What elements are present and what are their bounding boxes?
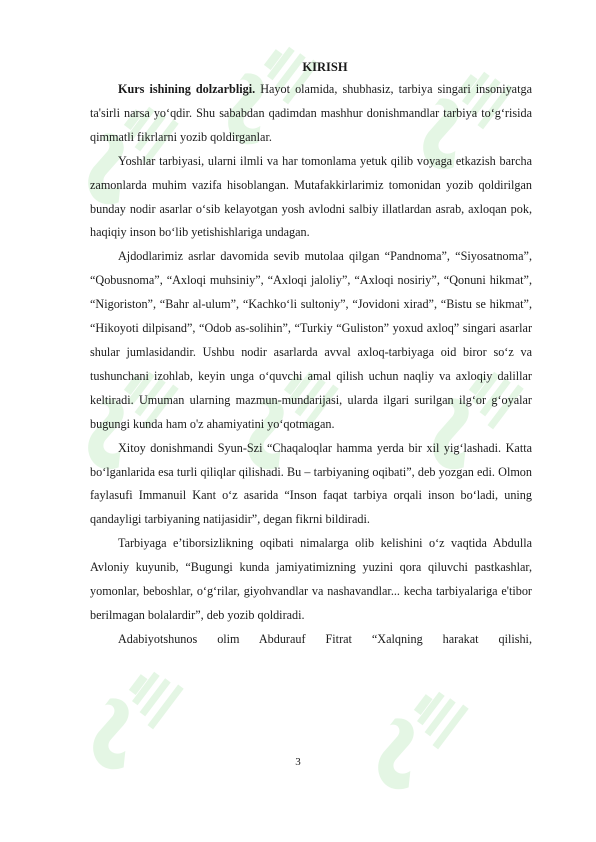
page-title: KIRISH [302, 60, 348, 74]
paragraph-3: Ajdodlarimiz asrlar davomida sevib mutolaa qilgan “Pandnoma”, “Siyosatnoma”, “Qobusnoma”, “Axloqi muhsiniy”, “Axloqi jaloliy”, “Axloqi nosiriy”, “Qonuni hikmat”, “Nigoriston”, “Bahr al-ulum”, “Kachko‘li sultoniy”, “Jovidoni xirad”, “Bistu se hikmat”, “Hikoyoti dilpisand”, “Odob as-solihin”, “Turkiy “Guliston” yoxud axloq” singari asarlar shular jumlasidandir. Ushbu nodir asarlarda avval axloq-tarbiyaga oid biror so‘z va tushunchani izohlab, keyin unga o‘quvchi amal qilish uchun naqliy va axloqiy dalillar keltiradi. Umuman ularning mazmun-mundarijasi, ularda ilgari surilgan ilg‘or g‘oyalar bugungi kunda ham o'z ahamiyatini yo‘qotmagan. [90, 249, 532, 431]
paragraph-4: Xitoy donishmandi Syun-Szi “Chaqaloqlar hamma yerda bir xil yig‘lashadi. Katta bo‘lganlarida esa turli qiliqlar qilishadi. Bu – tarbiyaning oqibati”, deb yozgan edi. Olmon faylasufi Immanuil Kant o‘z asarida “Inson faqat tarbiya orqali inson bo‘ladi, uning qandayligi tarbiyaning natijasidir”, degan fikrni bildiradi. [90, 440, 532, 527]
paragraph-6: Adabiyotshunos olim Abdurauf Fitrat “Xalqning harakat qilishi, [118, 631, 532, 646]
paragraph-2: Yoshlar tarbiyasi, ularni ilmli va har tomonlama yetuk qilib voyaga etkazish barcha zamonlarda muhim vazifa hisoblangan. Mutafakkirlarimiz tomonidan yozib qoldirilgan bunday nodir asarlar o‘sib kelayotgan yosh avlodni salbiy illatlardan asrab, axloqan pok, haqiqiy inson bo‘lib yetishishlariga undagan. [90, 153, 532, 240]
paragraph-lead: Kurs ishining dolzarbligi. [118, 82, 256, 96]
page-content [90, 56, 532, 652]
paragraph-1 [90, 78, 532, 150]
paragraph-text: Hayot olamida, shubhasiz, tarbiya singari insoniyatga ta'sirli narsa yo‘qdir. Shu sababdan qadimdan mashhur donishmandlar tarbiya to‘g‘risida qimmatli fikrlarni yozib qoldirganlar. [90, 82, 532, 144]
paragraph-5: Tarbiyaga e’tiborsizlikning oqibati nimalarga olib kelishini o‘z vaqtida Abdulla Avloniy kuyunib, “Bugungi kunda jamiyatimizning yuzini qora qiluvchi pastkashlar, yomonlar, beboshlar, o‘g‘rilar, giyohvandlar va nashavandlar... kecha tarbiyalariga e'tibor berilmagan bolalardir”, deb yozib qoldiradi. [90, 536, 532, 622]
leaf-logo-watermark-8 [369, 689, 476, 792]
page-number: 3 [295, 756, 301, 768]
